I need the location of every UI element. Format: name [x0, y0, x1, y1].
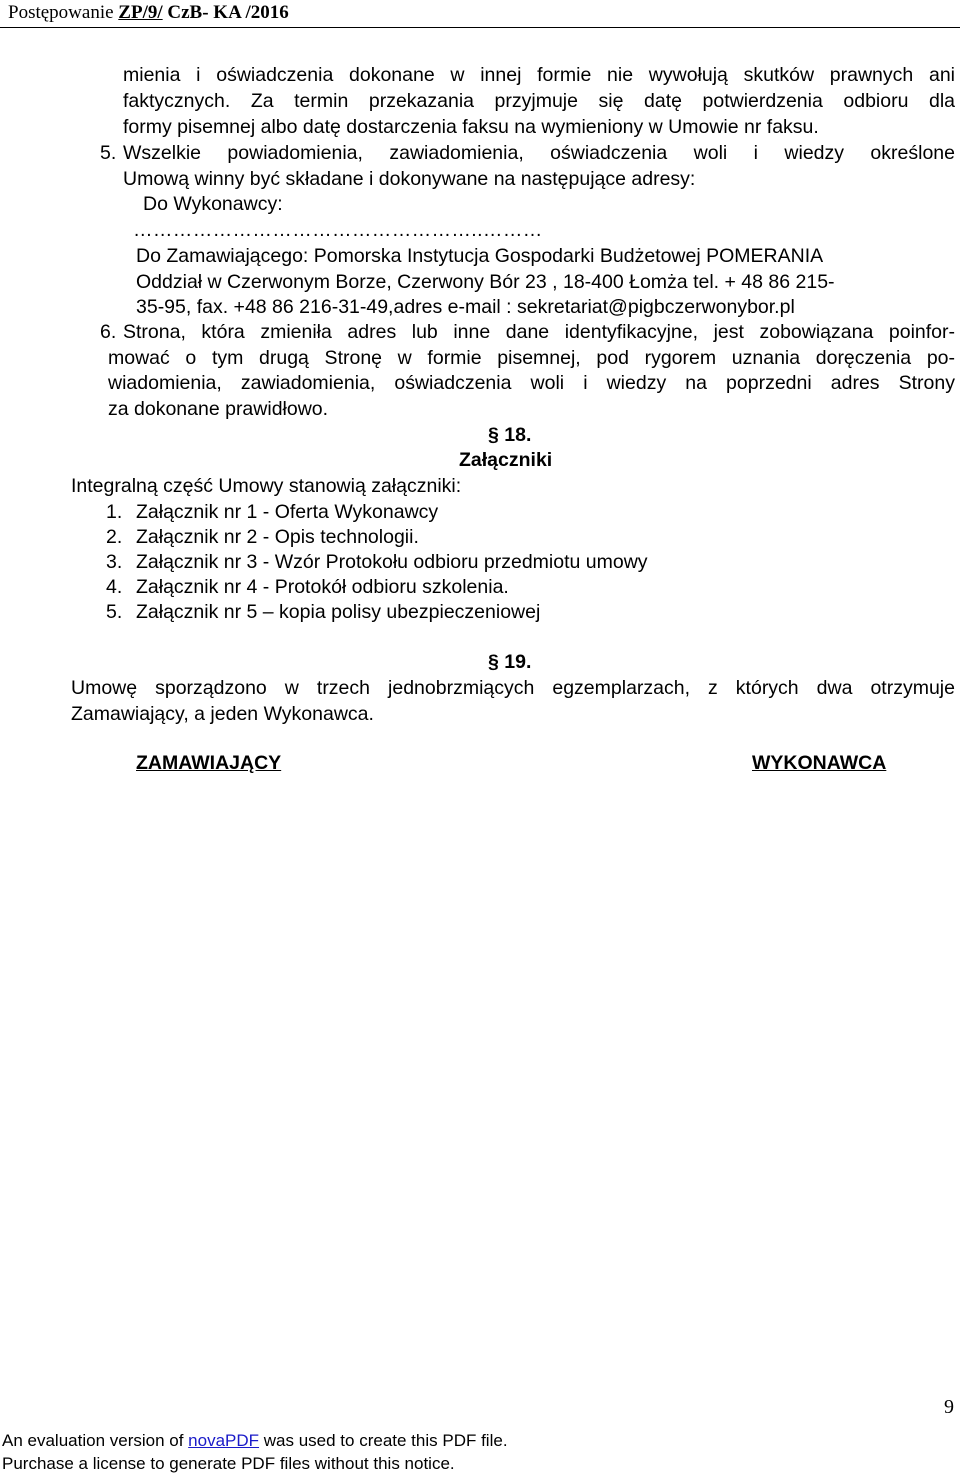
novapdf-link[interactable]: novaPDF [188, 1431, 260, 1450]
page-header [0, 2, 960, 28]
zamawiajacy-address-line: Oddział w Czerwonym Borze, Czerwony Bór 23 , 18-400 Łomża tel. + 48 86 215- [136, 271, 835, 293]
header-code-rest: CzB- KA /2016 [162, 2, 289, 23]
item-6-number: 6. [100, 321, 117, 343]
attachment-item: Załącznik nr 2 - Opis technologii. [136, 526, 419, 548]
zamawiajacy-address-line: 35-95, fax. +48 86 216-31-49,adres e-mail : sekretariat@pigbczerwonybor.pl [136, 296, 795, 318]
section-18-number: § 18. [488, 424, 532, 446]
footer-text: was used to create this PDF file. [259, 1431, 508, 1450]
zamawiajacy-address-line: Do Zamawiającego: Pomorska Instytucja Gospodarki Budżetowej POMERANIA [136, 245, 824, 267]
attachment-number: 2. [106, 526, 123, 548]
item-6-line: Strona, która zmieniła adres lub inne dane identyfikacyjne, jest zobowiązana poinfor- [123, 321, 955, 343]
section-18-title: Załączniki [459, 449, 553, 471]
section-19-line: Zamawiający, a jeden Wykonawca. [71, 703, 374, 725]
attachment-number: 5. [106, 601, 123, 623]
attachment-item: Załącznik nr 4 - Protokół odbioru szkolenia. [136, 576, 509, 598]
item-6-line: wiadomienia, zawiadomienia, oświadczenia woli i wiedzy na poprzedni adres Strony [108, 372, 955, 394]
footer-notice-line-2: Purchase a license to generate PDF files without this notice. [2, 1454, 455, 1473]
page-number: 9 [944, 1396, 954, 1418]
signature-zamawiajacy: ZAMAWIAJĄCY [136, 752, 282, 774]
do-wykonawcy-label: Do Wykonawcy: [143, 193, 283, 215]
header-prefix: Postępowanie [8, 2, 119, 23]
section-19-line: Umowę sporządzono w trzech jednobrzmiących egzemplarzach, z których dwa otrzymuje [71, 677, 955, 699]
paragraph-line: faktycznych. Za termin przekazania przyjmuje się datę potwierdzenia odbioru dla [123, 90, 955, 112]
attachment-item: Załącznik nr 3 - Wzór Protokołu odbioru przedmiotu umowy [136, 551, 648, 573]
paragraph-line: formy pisemnej albo datę dostarczenia faksu na wymieniony w Umowie nr faksu. [123, 116, 819, 138]
attachment-number: 3. [106, 551, 123, 573]
attachments-intro: Integralną część Umowy stanowią załączniki: [71, 475, 462, 497]
item-6-line: za dokonane prawidłowo. [108, 398, 329, 420]
section-19-number: § 19. [488, 651, 532, 673]
item-5-number: 5. [100, 142, 117, 164]
attachment-item: Załącznik nr 5 – kopia polisy ubezpieczeniowej [136, 601, 541, 623]
attachment-number: 4. [106, 576, 123, 598]
header-code-underlined: ZP/9/ [118, 2, 163, 23]
item-6-line: mować o tym drugą Stronę w formie pisemnej, pod rygorem uznania doręczenia po- [108, 347, 955, 369]
signature-wykonawca: WYKONAWCA [752, 752, 887, 774]
attachment-number: 1. [106, 501, 123, 523]
address-dots: ……………………………………………..……… [133, 219, 543, 241]
footer-notice-line-1 [2, 1431, 508, 1451]
attachment-item: Załącznik nr 1 - Oferta Wykonawcy [136, 501, 439, 523]
item-5-line: Wszelkie powiadomienia, zawiadomienia, oświadczenia woli i wiedzy określone [123, 142, 955, 164]
paragraph-line: mienia i oświadczenia dokonane w innej formie nie wywołują skutków prawnych ani [123, 64, 955, 86]
footer-text: An evaluation version of [2, 1431, 189, 1450]
item-5-line: Umową winny być składane i dokonywane na następujące adresy: [123, 168, 696, 190]
